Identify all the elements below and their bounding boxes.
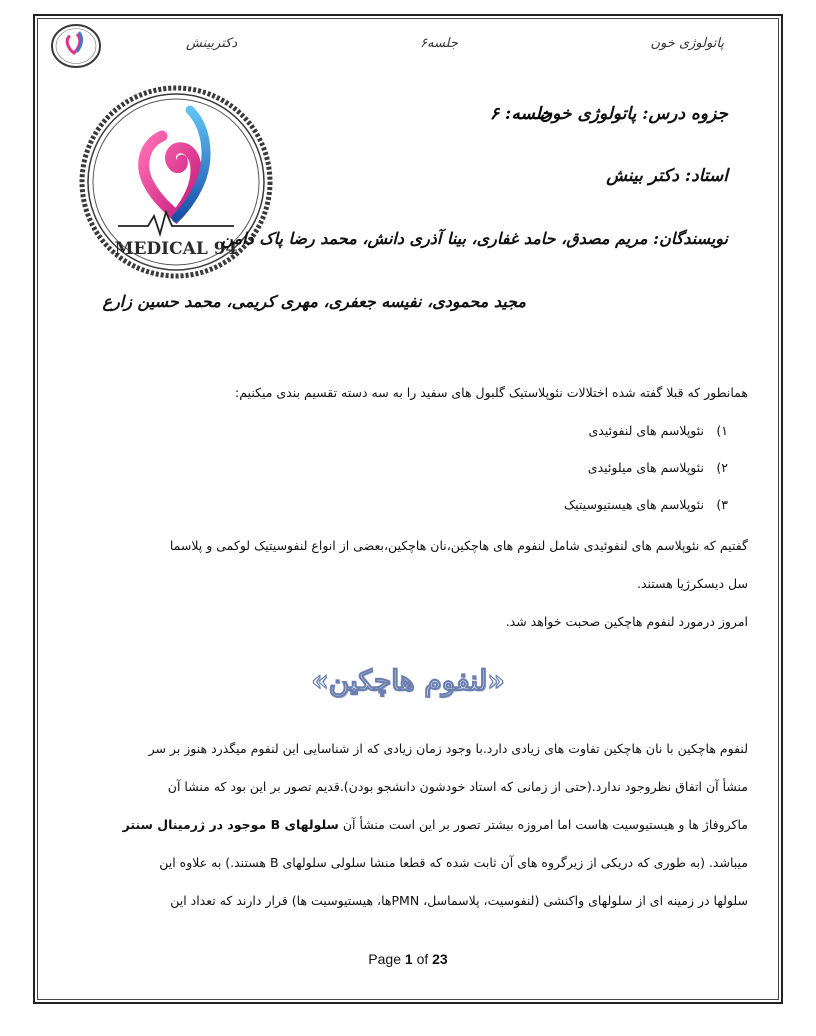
body-line-1: لنفوم هاچکین با نان هاچکین تفاوت های زیادی دارد.با وجود زمان زیادی که از شناسایی این لنفوم میگذرد هنوز بر سر <box>148 741 748 756</box>
footer-page-word: Page <box>368 951 401 967</box>
list-text: نئوپلاسم های هیستیوسیتیک <box>563 497 705 512</box>
header-teacher: دکتربینش <box>186 36 238 51</box>
section-heading: «لنفوم هاچکین» <box>311 664 505 697</box>
course-title: جزوه درس: پاتولوژی خون <box>539 104 728 124</box>
intro-paragraph: همانطور که قبلا گفته شده اختلالات نئوپلاستیک گلبول های سفید را به سه دسته تقسیم بندی میکنیم: <box>235 385 748 400</box>
header-session: جلسه۶ <box>420 36 458 51</box>
paragraph-2-line-1: گفتیم که نئوپلاسم های لنفوئیدی شامل لنفوم های هاچکین،نان هاچکین،بعضی از انواع لنفوسیتیک لوکمی و پلاسما <box>169 538 748 553</box>
body-line-2: منشأ آن اتفاق نظروجود ندارد.(حتی از زمانی که استاد خودشون دانشجو بودن).قدیم تصور بر این بود که منشا آن <box>167 779 748 794</box>
list-item <box>588 423 728 438</box>
body-line-3 <box>68 817 748 832</box>
list-text: نئوپلاسم های میلوئیدی <box>587 460 705 475</box>
medical-94-logo <box>78 84 274 280</box>
small-medical-logo <box>50 22 102 70</box>
logo-text: MEDICAL 94 <box>114 239 238 259</box>
list-number: ۳) <box>716 497 728 512</box>
paragraph-3: امروز درمورد لنفوم هاچکین صحبت خواهد شد. <box>505 614 748 629</box>
list-item <box>588 460 728 475</box>
teacher-name: استاد: دکتر بینش <box>606 166 728 186</box>
footer-of-word: of <box>416 951 429 967</box>
footer-current-page: 1 <box>404 951 413 967</box>
body-line-3-text: ماکروفاژ ها و هیستیوسیت هاست اما امروزه بیشتر تصور بر این است منشأ آن <box>338 817 748 832</box>
list-item <box>564 497 728 512</box>
paragraph-2-line-2: سل دیسکرژیا هستند. <box>636 576 748 591</box>
body-line-4: میباشد. (به طوری که دریکی از زیرگروه های آن ثابت شده که قطعا منشا سلولی سلولهای B هستند.) به علاوه این <box>159 855 748 870</box>
session-number: جلسه: ۶ <box>490 104 552 124</box>
writers-line-1: نویسندگان: مریم مصدق، حامد غفاری، بینا آذری دانش، محمد رضا پاک دامن <box>221 229 728 248</box>
list-number: ۲) <box>716 460 728 475</box>
writers-line-2: مجید محمودی، نفیسه جعفری، مهری کریمی، محمد حسین زارع <box>102 292 526 311</box>
header-course-title: پاتولوژی خون <box>650 36 724 51</box>
list-number: ۱) <box>716 423 728 438</box>
body-line-5: سلولها در زمینه ای از سلولهای واکنشی (لنفوسیت، پلاسماسل، PMNها، هیستیوسیت ها) قرار دارند که تعداد این <box>170 893 748 908</box>
list-text: نئوپلاسم های لنفوئیدی <box>588 423 705 438</box>
footer-total-pages: 23 <box>432 951 448 967</box>
body-line-3-bold: سلولهای B موجود در ژرمینال سنتر <box>122 817 339 832</box>
page-footer <box>0 951 816 967</box>
